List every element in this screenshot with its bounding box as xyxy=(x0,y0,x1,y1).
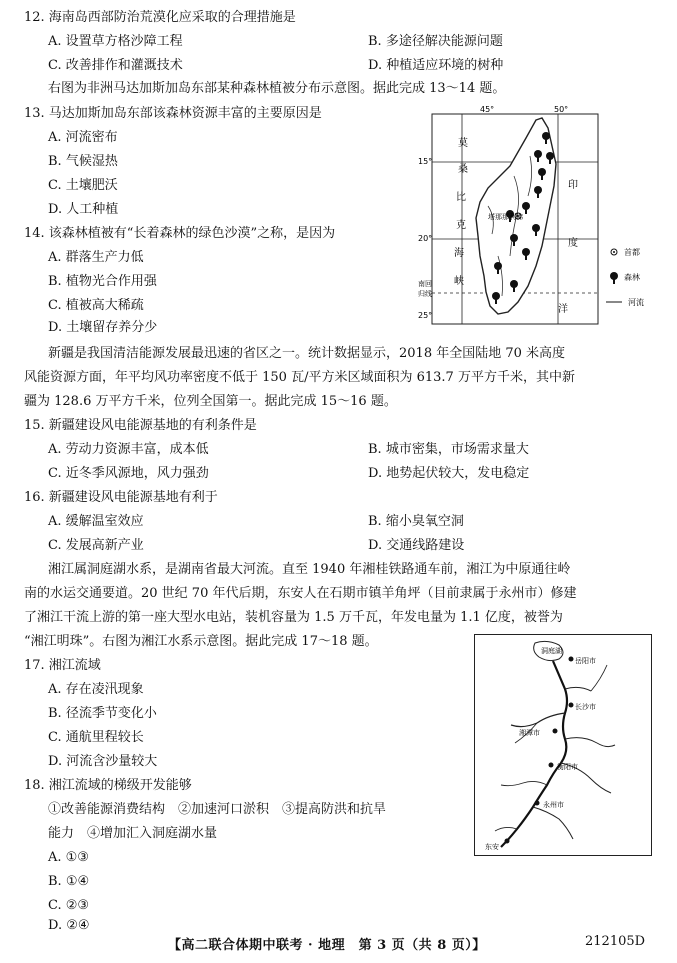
q18-choices-line1: ①改善能源消费结构 ②加速河口淤积 ③提高防洪和抗旱 xyxy=(48,802,387,817)
q17-stem: 17. 湘江流域 xyxy=(24,658,101,673)
q14-option-b: B. 植物光合作用强 xyxy=(48,274,157,289)
q17-option-d: D. 河流含沙量较大 xyxy=(48,754,158,769)
dongan-label: 东安 xyxy=(485,843,499,851)
q14-option-a: A. 群落生产力低 xyxy=(48,250,144,265)
lat-15-label: 15° xyxy=(418,157,433,166)
intro-17-18-line4: “湘江明珠”。右图为湘江水系示意图。据此完成 17～18 题。 xyxy=(24,634,378,649)
q17-option-c: C. 通航里程较长 xyxy=(48,730,144,745)
q15-option-a: A. 劳动力资源丰富，成本低 xyxy=(48,442,209,457)
q14-option-d: D. 土壤留存养分少 xyxy=(48,320,158,335)
legend-capital-label: 首都 xyxy=(624,248,640,257)
dongting-lake-label: 洞庭湖 xyxy=(541,647,562,655)
q14-stem: 14. 该森林植被有“长着森林的绿色沙漠”之称，是因为 xyxy=(24,226,336,241)
intro-13-14: 右图为非洲马达加斯加岛东部某种森林植被分布示意图。据此完成 13～14 题。 xyxy=(48,81,506,96)
sea-label-4: 克 xyxy=(456,220,466,231)
sea-label-3: 比 xyxy=(456,192,466,203)
q13-option-c: C. 土壤肥沃 xyxy=(48,178,118,193)
q12-option-b: B. 多途径解决能源问题 xyxy=(368,34,503,49)
tropic-label-1: 南回 xyxy=(418,280,432,288)
q13-option-d: D. 人工种植 xyxy=(48,202,119,217)
capital-label: 塔那那利佛 xyxy=(488,213,523,221)
q17-option-a: A. 存在凌汛现象 xyxy=(48,682,144,697)
q15-option-b: B. 城市密集，市场需求量大 xyxy=(368,442,529,457)
yongzhou-label: 永州市 xyxy=(543,801,564,809)
ocean-label-1: 印 xyxy=(568,180,578,191)
intro-15-16-line1: 新疆是我国清洁能源发展最迅速的省区之一。统计数据显示，2018 年全国陆地 70 米高度 xyxy=(48,346,566,361)
ocean-label-3: 洋 xyxy=(558,304,568,315)
legend-forest-label: 森林 xyxy=(624,273,640,282)
hengyang-label: 衡阳市 xyxy=(557,763,578,771)
q15-option-d: D. 地势起伏较大，发电稳定 xyxy=(368,466,530,481)
q18-choices-line2: 能力 ④增加汇入洞庭湖水量 xyxy=(48,826,218,841)
lat-25-label: 25° xyxy=(418,311,433,320)
q16-option-d: D. 交通线路建设 xyxy=(368,538,465,553)
sea-label-2: 桑 xyxy=(458,164,468,175)
q16-option-a: A. 缓解温室效应 xyxy=(48,514,144,529)
sea-label-6: 峡 xyxy=(454,276,464,287)
q14-option-c: C. 植被高大稀疏 xyxy=(48,298,144,313)
q18-stem: 18. 湘江流域的梯级开发能够 xyxy=(24,778,192,793)
q12-option-d: D. 种植适应环境的树种 xyxy=(368,58,504,73)
lon-45-label: 45° xyxy=(480,106,495,114)
q13-option-a: A. 河流密布 xyxy=(48,130,118,145)
q15-stem: 15. 新疆建设风电能源基地的有利条件是 xyxy=(24,418,257,433)
q12-option-c: C. 改善排作和灌溉技术 xyxy=(48,58,183,73)
intro-17-18-line2: 南的水运交通要道。20 世纪 70 年代后期，东安人在石期市镇羊角坪（目前隶属于永州市）修建 xyxy=(24,586,577,601)
q16-option-c: C. 发展高新产业 xyxy=(48,538,144,553)
legend-river-label: 河流 xyxy=(628,298,644,307)
lon-50-label: 50° xyxy=(554,106,569,114)
q16-stem: 16. 新疆建设风电能源基地有利于 xyxy=(24,490,218,505)
q12-option-a: A. 设置草方格沙障工程 xyxy=(48,34,183,49)
intro-15-16-line3: 疆为 128.6 万平方千米，位列全国第一。据此完成 15～16 题。 xyxy=(24,394,397,409)
tropic-label-2: 归线 xyxy=(418,290,432,298)
q18-option-b: B. ①④ xyxy=(48,874,90,889)
page-footer: 【高二联合体期中联考 · 地理 第 3 页（共 8 页）】 xyxy=(168,938,486,953)
q13-stem: 13. 马达加斯加岛东部该森林资源丰富的主要原因是 xyxy=(24,106,322,121)
paper-code: 212105D xyxy=(585,934,646,949)
q15-option-c: C. 近冬季风源地，风力强劲 xyxy=(48,466,209,481)
intro-15-16-line2: 风能资源方面，年平均风功率密度不低于 150 瓦/平方米区域面积为 613.7 万平方千米，其中新 xyxy=(24,370,575,385)
q12-stem: 12. 海南岛西部防治荒漠化应采取的合理措施是 xyxy=(24,10,296,25)
q16-option-b: B. 缩小臭氧空洞 xyxy=(368,514,464,529)
madagascar-forest-map xyxy=(418,106,666,328)
intro-17-18-line3: 了湘江干流上游的第一座大型水电站，装机容量为 1.5 万千瓦，年发电量为 1.1 亿度，被誉为 xyxy=(24,610,563,625)
q18-option-d: D. ②④ xyxy=(48,918,90,933)
sea-label-1: 莫 xyxy=(458,138,468,149)
q18-option-c: C. ②③ xyxy=(48,898,90,913)
q13-option-b: B. 气候湿热 xyxy=(48,154,118,169)
xiangtan-label: 湘潭市 xyxy=(519,729,540,737)
sea-label-5: 海 xyxy=(454,248,464,259)
intro-17-18-line1: 湘江属洞庭湖水系，是湖南省最大河流。直至 1940 年湘桂铁路通车前，湘江为中原通往岭 xyxy=(48,562,571,577)
yueyang-label: 岳阳市 xyxy=(575,657,596,665)
xiangjiang-river-map xyxy=(474,634,652,856)
ocean-label-2: 度 xyxy=(568,238,578,249)
changsha-label: 长沙市 xyxy=(575,703,596,711)
q17-option-b: B. 径流季节变化小 xyxy=(48,706,157,721)
lat-20-label: 20° xyxy=(418,234,433,243)
q18-option-a: A. ①③ xyxy=(48,850,89,865)
